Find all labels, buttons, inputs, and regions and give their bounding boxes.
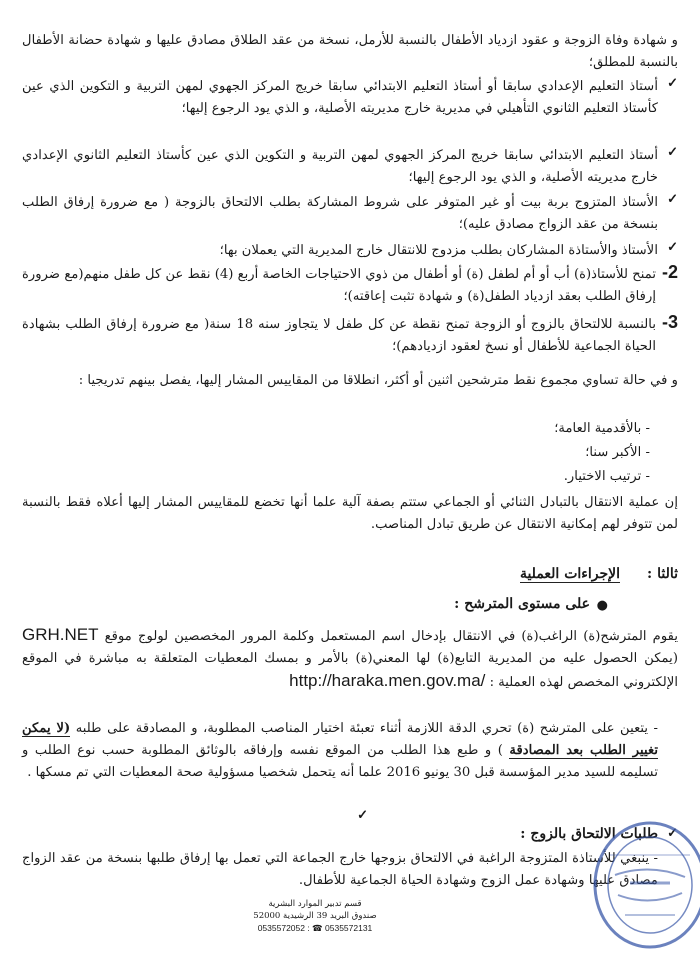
grh-site-name: GRH.NET — [22, 625, 99, 644]
footer-department: قسم تدبير الموارد البشرية — [268, 899, 362, 909]
tie-break-paragraph: و في حالة تساوي مجموع نقط مترشحين اثنين أو أكثر، انطلاقا من المقاييس المشار إليها، يفصل بينهم تدريجيا : — [78, 373, 678, 388]
item-2-text: تمنح للأستاذ(ة) أب أو أم لطفل (ة) أو أطفال من ذوي الاحتياجات الخاصة أربع (4) نقط عن كل طفل منهم(مع ضرورة إرفاق الطلب بعقد ازدياد الطفل(ة) و شهادة تثبت إعاقته)؛ — [22, 267, 656, 304]
checkmark-icon: ✓ — [667, 240, 678, 255]
bullet-icon: ● — [596, 598, 608, 613]
checkmark-icon: ✓ — [667, 192, 678, 207]
spouse-requests-text: - ينبغي للأستاذة المتزوجة الراغبة في الالتحاق بزوجها خارج الجماعة التي تعمل بها إرفاق طلبها بنسخة من عقد الزواج مصادق عليها وشهادة عمل الزوج وشهادة الحياة الجماعية للأطفال. — [22, 851, 658, 888]
exchange-note: إن عملية الانتقال بالتبادل الثنائي أو الجماعي ستتم بصفة آلية علما أنها تخضع للمقاييس المشار إليها أعلاه فقط بالنسبة لمن تتوفر لهم إمكانية الانتقال عن طريق تبادل المناصب. — [22, 495, 678, 532]
criteria-age: - الأكبر سنا؛ — [585, 445, 650, 460]
no-change-after-approval: (لا يمكن تغيير الطلب بعد المصادقة — [22, 721, 658, 758]
item-3-number: 3- — [661, 312, 678, 332]
procedure-line-2: (يمكن الحصول عليه من المديرية التابع(ة) لها المعني(ة) بالأمر و بمسك المعطيات المتعلقة به مباشرة في الموقع الإلكتروني المخصص لهذه العملية : — [22, 651, 678, 690]
procedure-print-submit-text: ) و طبع هذا الطلب من الموقع نفسه وإرفاقه بالوثائق المطلوبة حسب نوع الطلب و تسليمه للسيد مدير المؤسسة قبل 30 يونيو 2016 علما أنه يتحمل شخصيا مسؤولية صحة المعطيات التي تم مسكها . — [22, 743, 658, 780]
check-item-4: الأستاذ والأستاذة المشاركان بطلب مزدوج للانتقال خارج المديرية التي يعملان بها؛ — [219, 243, 658, 258]
footer-contact — [240, 898, 390, 934]
procedure-paragraph-1 — [22, 624, 678, 694]
checkmark-icon: ✓ — [667, 826, 678, 841]
checkmark-icon: ✓ — [667, 145, 678, 160]
item-2-number: 2- — [661, 262, 678, 282]
candidate-level-title: على مستوى المترشح : — [454, 596, 590, 612]
criteria-choice-order: - ترتيب الاختيار. — [563, 469, 650, 484]
official-stamp-seal — [590, 815, 700, 955]
checkmark-icon: ✓ — [357, 808, 368, 823]
check-item-2: أستاذ التعليم الابتدائي سابقا خريج المركز الجهوي لمهن التربية و التكوين الذي عين كأستاذ التعليم الثانوي الإعدادي خارج مديريته الأصلية، و الذي يود الرجوع إليها؛ — [22, 148, 658, 185]
spouse-requests-title: طلبات الالتحاق بالزوج : — [520, 826, 658, 842]
footer-address: صندوق البريد 39 الرشيدية 52000 — [253, 911, 377, 921]
procedure-line-1: يقوم المترشح(ة) الراغب(ة) في الانتقال بإدخال اسم المستعمل وكلمة المرور المخصصين لولوج موقع — [104, 629, 678, 644]
section-title: الإجراءات العملية — [519, 566, 620, 582]
checkmark-icon: ✓ — [667, 76, 678, 91]
procedure-paragraph-2 — [22, 718, 658, 784]
footer-phones: 0535572052 : ☎ 0535572131 — [257, 923, 373, 933]
haraka-url-link[interactable]: http://haraka.men.gov.ma/ — [289, 671, 486, 690]
check-item-1: أستاذ التعليم الإعدادي سابقا أو أستاذ التعليم الابتدائي سابقا خريج المركز الجهوي لمهن التربية و التكوين الذي عين كأستاذ التعليم الثانوي التأهيلي في مديرية خارج مديريته الأصلية، و الذي يود الرجوع إليها؛ — [22, 79, 658, 116]
procedure-accuracy-text: - يتعين على المترشح (ة) تحري الدقة اللازمة أثناء تعبئة اختيار المناصب المطلوبة، و المصادقة على طلبه — [75, 721, 659, 736]
criteria-seniority: - بالأقدمية العامة؛ — [554, 421, 650, 436]
item-3-text: بالنسبة للالتحاق بالزوج أو الزوجة تمنح نقطة عن كل طفل لا يتجاوز سنه 18 سنة( مع ضرورة إرفاق الطلب بشهادة الحياة الجماعية للأطفال أو نسخ لعقود ازديادهم)؛ — [22, 317, 656, 354]
check-item-3: الأستاذ المتزوج بربة بيت أو غير المتوفر على شروط المشاركة بطلب الالتحاق بالزوجة ( مع ضرورة إرفاق الطلب بنسخة من عقد الزواج مصادق عليه)؛ — [22, 195, 658, 232]
section-number: ثالثا : — [647, 566, 678, 582]
intro-paragraph: و شهادة وفاة الزوجة و عقود ازدياد الأطفال بالنسبة للأرمل، نسخة من عقد الطلاق مصادق عليها و شهادة حضانة الأطفال بالنسبة للمطلق؛ — [22, 33, 678, 70]
